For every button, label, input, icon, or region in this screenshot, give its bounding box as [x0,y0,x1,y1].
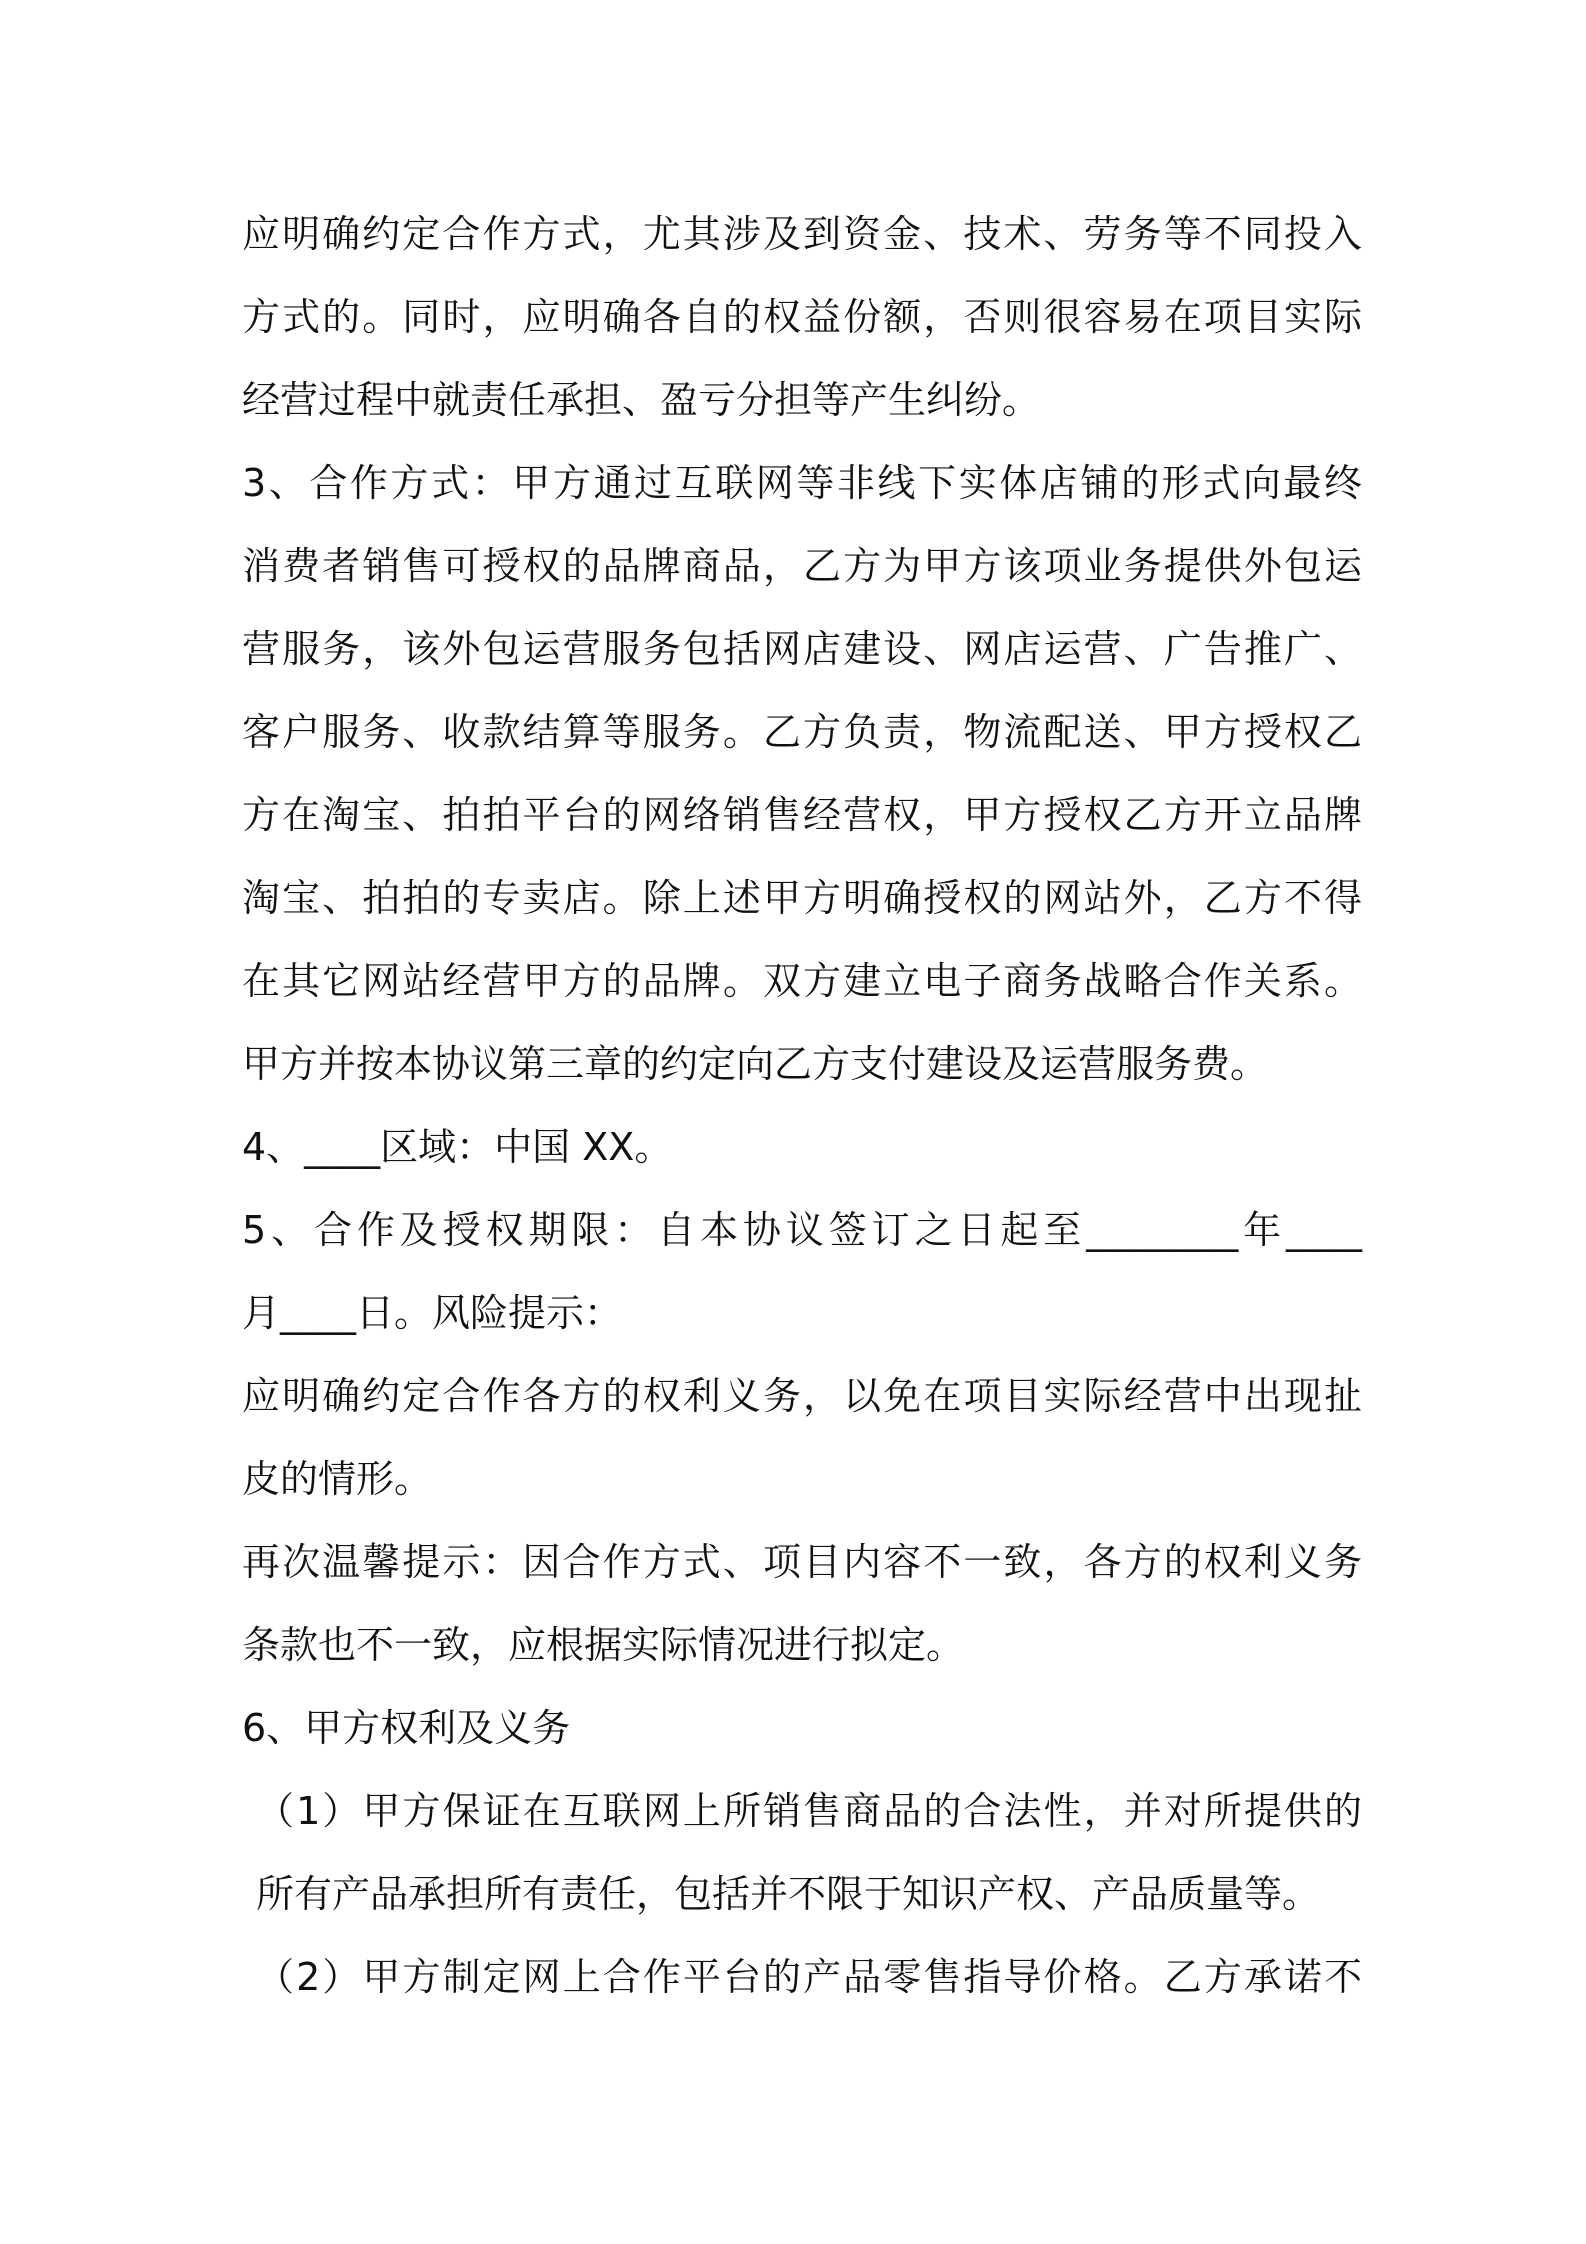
text-line: 4、____区域：中国 XX。 [242,1125,673,1169]
text-line: （2）甲方制定网上合作平台的产品零售指导价格。乙方承诺不 [256,1955,1362,1999]
text-line: 皮的情形。 [242,1457,433,1501]
paragraph-reminder [242,1521,1362,1687]
paragraph-clause-4-region [242,1106,1362,1189]
text-line: 方式的。同时，应明确各自的权益份额，否则很容易在项目实际 [242,295,1362,339]
text-line: 营服务，该外包运营服务包括网店建设、网店运营、广告推广、 [242,627,1362,671]
paragraph-rights-obligations-note [242,1355,1362,1521]
text-line: 甲方并按本协议第三章的约定向乙方支付建设及运营服务费。 [242,1042,1269,1086]
paragraph-clause-6-item-2 [242,1936,1362,2019]
text-line: 条款也不一致，应根据实际情况进行拟定。 [242,1623,965,1667]
section-heading: 6、甲方权利及义务 [242,1706,571,1750]
text-line: 消费者销售可授权的品牌商品，乙方为甲方该项业务提供外包运 [242,544,1362,588]
text-line: 方在淘宝、拍拍平台的网络销售经营权，甲方授权乙方开立品牌 [242,793,1362,837]
paragraph-clause-3-cooperation-method [242,442,1362,1106]
text-line: 经营过程中就责任承担、盈亏分担等产生纠纷。 [242,378,1041,422]
paragraph-clause-5-term [242,1189,1362,1355]
document-body [242,193,1362,2019]
paragraph-cooperation-method-note [242,193,1362,442]
text-line: 淘宝、拍拍的专卖店。除上述甲方明确授权的网站外，乙方不得 [242,876,1362,920]
text-line: 5、合作及授权期限：自本协议签订之日起至________年____ [242,1208,1362,1252]
text-line: 客户服务、收款结算等服务。乙方负责，物流配送、甲方授权乙 [242,710,1362,754]
text-line: 月____日。风险提示： [242,1291,623,1335]
paragraph-clause-6-item-1 [242,1770,1362,1936]
paragraph-clause-6-heading [242,1687,1362,1770]
text-line: 在其它网站经营甲方的品牌。双方建立电子商务战略合作关系。 [242,959,1362,1003]
text-line: 应明确约定合作各方的权利义务，以免在项目实际经营中出现扯 [242,1374,1362,1418]
text-line: 再次温馨提示：因合作方式、项目内容不一致，各方的权利义务 [242,1540,1362,1584]
text-line: 所有产品承担所有责任，包括并不限于知识产权、产品质量等。 [256,1872,1321,1916]
text-line: （1）甲方保证在互联网上所销售商品的合法性，并对所提供的 [256,1789,1362,1833]
text-line: 应明确约定合作方式，尤其涉及到资金、技术、劳务等不同投入 [242,212,1362,256]
text-line: 3、合作方式：甲方通过互联网等非线下实体店铺的形式向最终 [242,461,1362,505]
